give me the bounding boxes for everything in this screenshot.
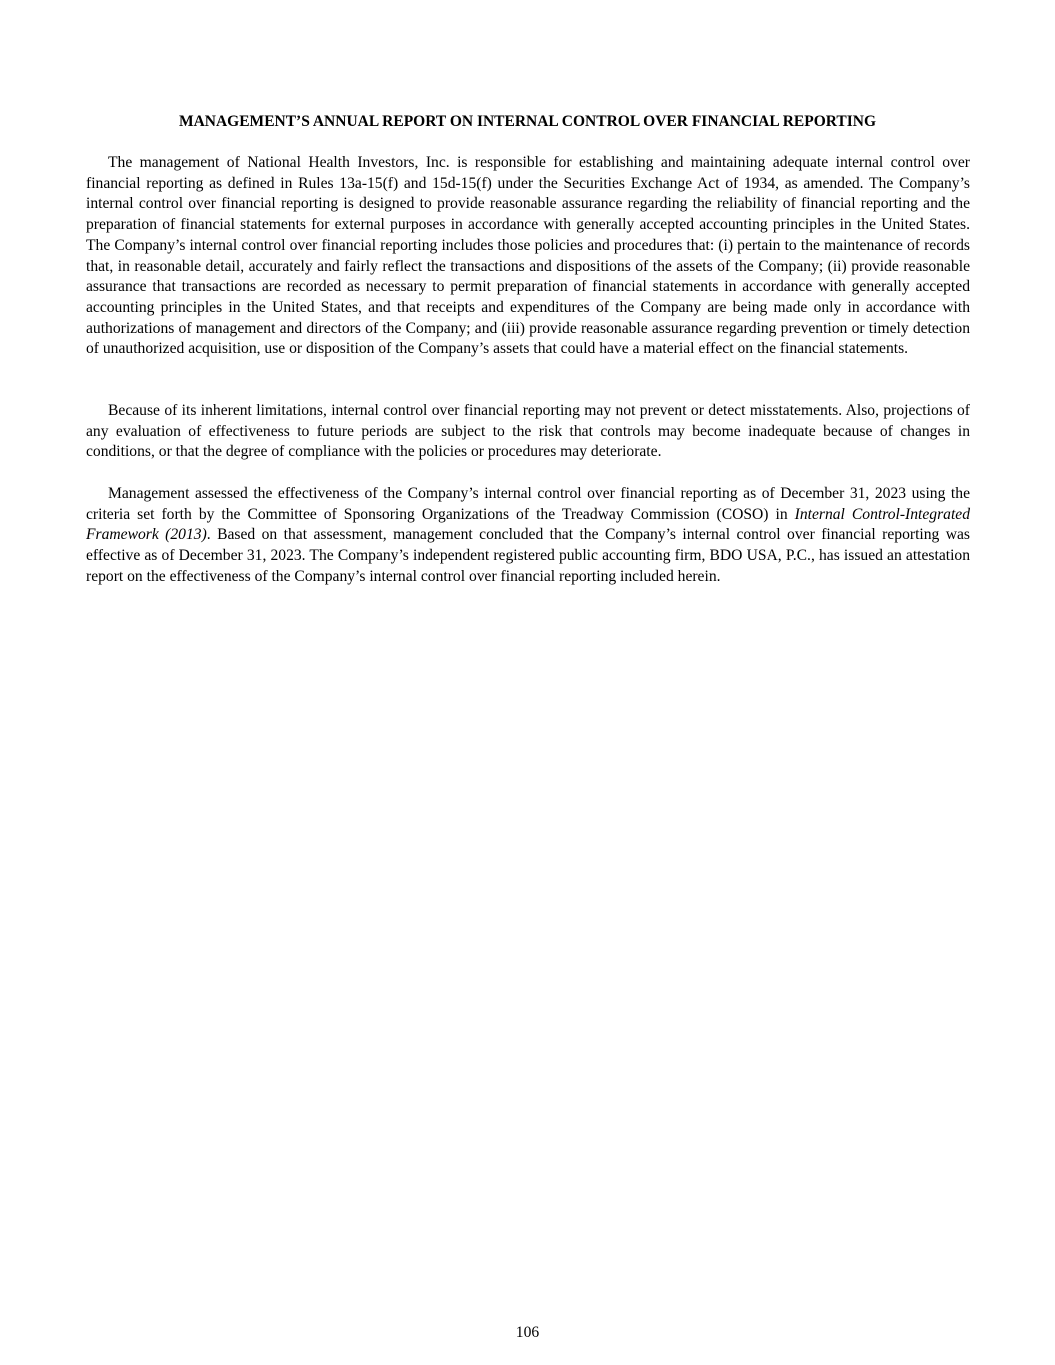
- paragraph-assessment: [86, 484, 970, 588]
- assessment-text-start: Management assessed the effectiveness of the Company’s internal control over financial reporting as of December 31, 2023 using the criteria set forth by the Committee of Sponsoring Organizations of the Treadway Commission (COSO) in: [86, 485, 970, 523]
- paragraph-limitations: Because of its inherent limitations, internal control over financial reporting may not prevent or detect misstatements. Also, projections of any evaluation of effectiveness to future periods are subject to the risk that controls may become inadequate because of changes in conditions, or that the degree of compliance with the policies or procedures may deteriorate.: [86, 402, 970, 461]
- page-number: 106: [515, 1324, 540, 1341]
- framework-title: Internal Control-Integrated Framework (2013): [86, 505, 971, 544]
- report-heading: MANAGEMENT’S ANNUAL REPORT ON INTERNAL CONTROL OVER FINANCIAL REPORTING: [178, 113, 877, 130]
- assessment-text-end: . Based on that assessment, management concluded that the Company’s internal control over financial reporting was effective as of December 31, 2023. The Company’s independent registered public accounting firm, BDO USA, P.C., has issued an attestation report on the effectiveness of the Company’s internal control over financial reporting included herein.: [86, 526, 970, 585]
- paragraph-responsibility: The management of National Health Investors, Inc. is responsible for establishing and maintaining adequate internal control over financial reporting as defined in Rules 13a-15(f) and 15d-15(f) under the Securities Exchange Act of 1934, as amended. The Company’s internal control over financial reporting is designed to provide reasonable assurance regarding the reliability of financial reporting and the preparation of financial statements for external purposes in accordance with generally accepted accounting principles in the United States. The Company’s internal control over financial reporting includes those policies and procedures that: (i) pertain to the maintenance of records that, in reasonable detail, accurately and fairly reflect the transactions and dispositions of the assets of the Company; (ii) provide reasonable assurance that transactions are recorded as necessary to permit preparation of financial statements in accordance with generally accepted accounting principles in the United States, and that receipts and expenditures of the Company are being made only in accordance with authorizations of management and directors of the Company; and (iii) provide reasonable assurance regarding prevention or timely detection of unauthorized acquisition, use or disposition of the Company’s assets that could have a material effect on the financial statements.: [86, 154, 970, 358]
